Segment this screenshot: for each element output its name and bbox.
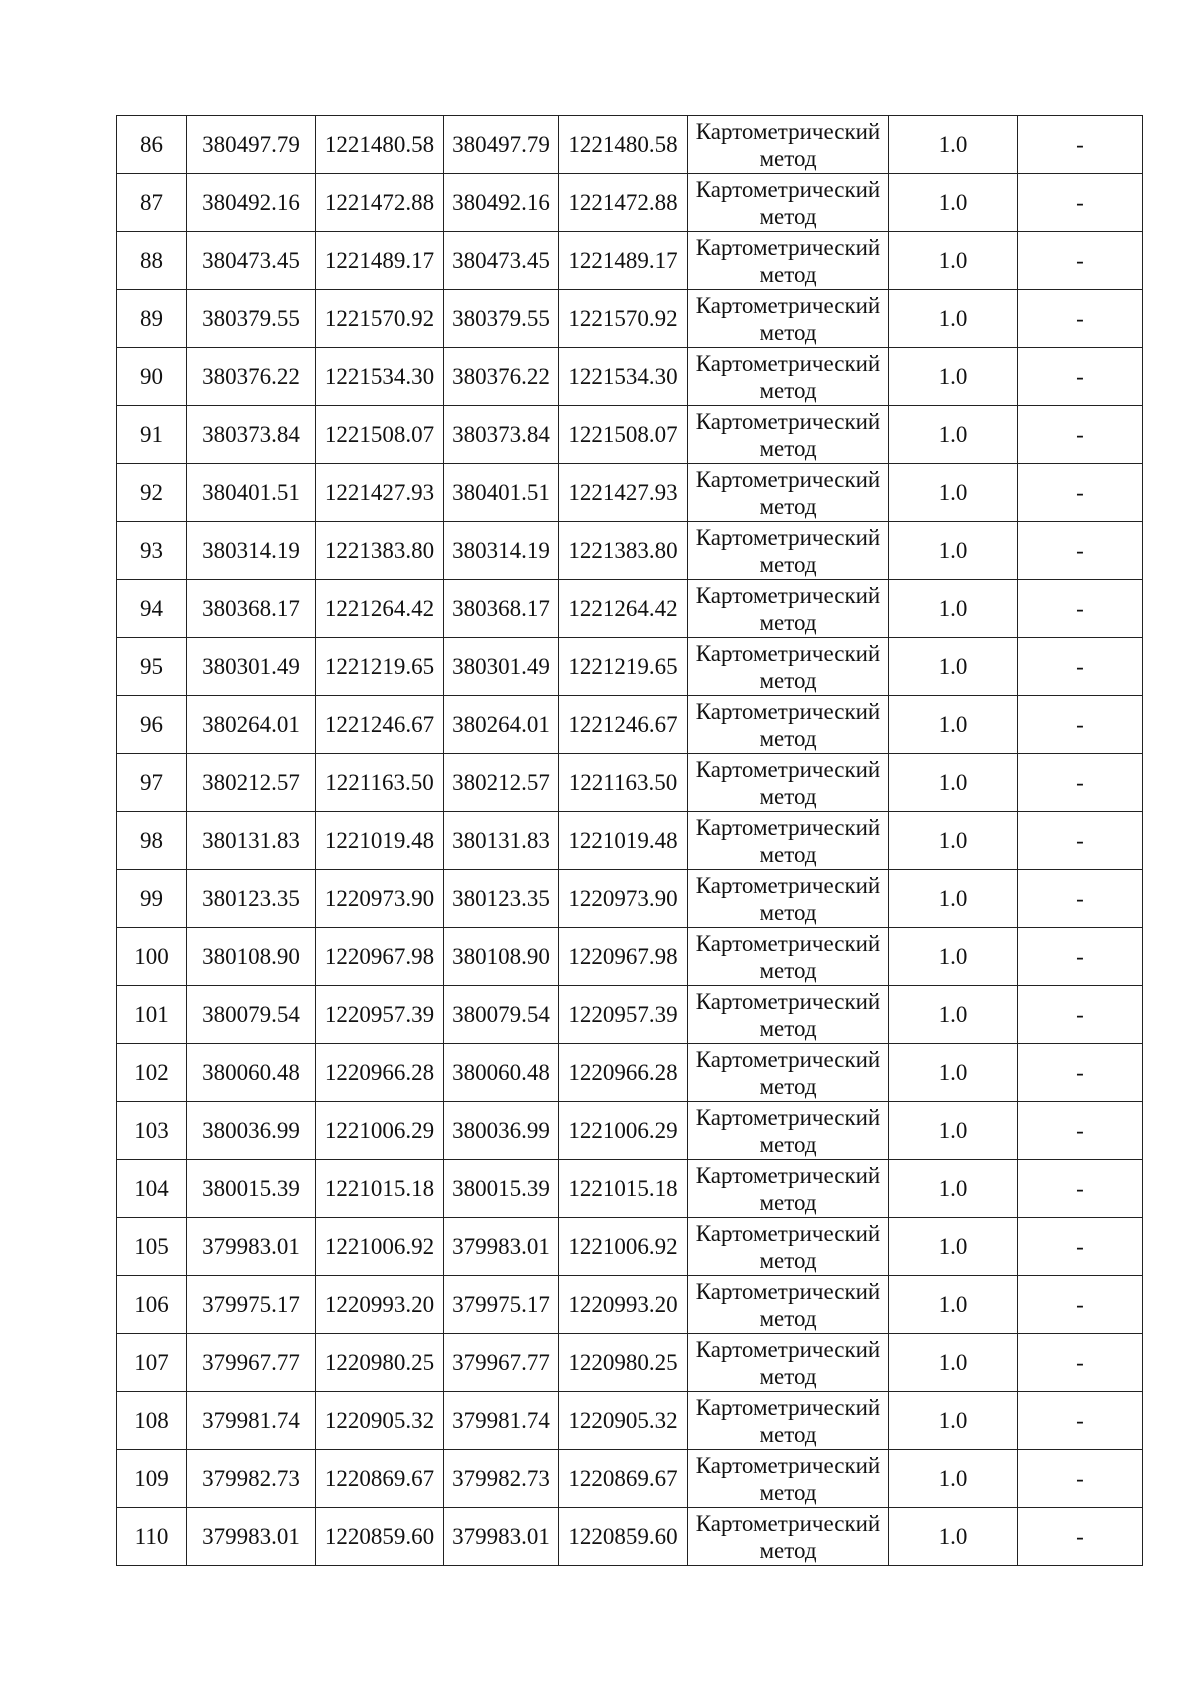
coordinates-table: [116, 115, 1143, 1566]
method-line2: метод: [759, 1305, 817, 1331]
y-existing-cell: 1220993.20: [316, 1276, 444, 1334]
method-line1: Картометрический: [695, 698, 881, 724]
method-cell: [688, 696, 889, 754]
x-existing-cell: 380497.79: [187, 116, 316, 174]
x-existing-cell: 380060.48: [187, 1044, 316, 1102]
y-existing-cell: 1221246.67: [316, 696, 444, 754]
y-specified-cell: 1221508.07: [559, 406, 688, 464]
method-cell: [688, 1102, 889, 1160]
y-specified-cell: 1220905.32: [559, 1392, 688, 1450]
method-cell: [688, 812, 889, 870]
y-specified-cell: 1220973.90: [559, 870, 688, 928]
point-number-cell: 110: [117, 1508, 187, 1566]
x-existing-cell: 380379.55: [187, 290, 316, 348]
note-cell: -: [1018, 116, 1143, 174]
method-line1: Картометрический: [695, 118, 881, 144]
table-row: [117, 1508, 1143, 1566]
method-line1: Картометрический: [695, 988, 881, 1014]
table-row: [117, 638, 1143, 696]
table-row: [117, 406, 1143, 464]
y-specified-cell: 1220859.60: [559, 1508, 688, 1566]
point-number-cell: 109: [117, 1450, 187, 1508]
accuracy-cell: 1.0: [889, 754, 1018, 812]
accuracy-cell: 1.0: [889, 696, 1018, 754]
y-specified-cell: 1221006.29: [559, 1102, 688, 1160]
method-line2: метод: [759, 261, 817, 287]
y-specified-cell: 1220957.39: [559, 986, 688, 1044]
y-specified-cell: 1221472.88: [559, 174, 688, 232]
point-number-cell: 91: [117, 406, 187, 464]
method-cell: [688, 638, 889, 696]
y-existing-cell: 1220973.90: [316, 870, 444, 928]
note-cell: -: [1018, 348, 1143, 406]
accuracy-cell: 1.0: [889, 1044, 1018, 1102]
x-specified-cell: 380131.83: [444, 812, 559, 870]
accuracy-cell: 1.0: [889, 1160, 1018, 1218]
accuracy-cell: 1.0: [889, 1102, 1018, 1160]
table-row: [117, 1334, 1143, 1392]
y-existing-cell: 1221570.92: [316, 290, 444, 348]
method-line1: Картометрический: [695, 872, 881, 898]
note-cell: -: [1018, 1160, 1143, 1218]
note-cell: -: [1018, 1044, 1143, 1102]
x-specified-cell: 380264.01: [444, 696, 559, 754]
method-cell: [688, 348, 889, 406]
y-existing-cell: 1220859.60: [316, 1508, 444, 1566]
x-specified-cell: 379981.74: [444, 1392, 559, 1450]
accuracy-cell: 1.0: [889, 406, 1018, 464]
method-cell: [688, 1450, 889, 1508]
table-row: [117, 1044, 1143, 1102]
note-cell: -: [1018, 1334, 1143, 1392]
method-line2: метод: [759, 319, 817, 345]
x-existing-cell: 380108.90: [187, 928, 316, 986]
x-specified-cell: 380497.79: [444, 116, 559, 174]
y-specified-cell: 1221163.50: [559, 754, 688, 812]
y-specified-cell: 1220869.67: [559, 1450, 688, 1508]
method-line2: метод: [759, 377, 817, 403]
note-cell: -: [1018, 812, 1143, 870]
table-row: [117, 870, 1143, 928]
point-number-cell: 103: [117, 1102, 187, 1160]
point-number-cell: 90: [117, 348, 187, 406]
x-specified-cell: 380379.55: [444, 290, 559, 348]
x-existing-cell: 380264.01: [187, 696, 316, 754]
note-cell: -: [1018, 1276, 1143, 1334]
y-existing-cell: 1221006.29: [316, 1102, 444, 1160]
accuracy-cell: 1.0: [889, 1276, 1018, 1334]
y-specified-cell: 1221489.17: [559, 232, 688, 290]
y-existing-cell: 1220869.67: [316, 1450, 444, 1508]
method-line2: метод: [759, 1015, 817, 1041]
x-existing-cell: 379975.17: [187, 1276, 316, 1334]
x-specified-cell: 380368.17: [444, 580, 559, 638]
method-cell: [688, 522, 889, 580]
method-line2: метод: [759, 1537, 817, 1563]
accuracy-cell: 1.0: [889, 174, 1018, 232]
point-number-cell: 86: [117, 116, 187, 174]
method-cell: [688, 1334, 889, 1392]
table-row: [117, 1218, 1143, 1276]
y-existing-cell: 1221489.17: [316, 232, 444, 290]
note-cell: -: [1018, 1508, 1143, 1566]
x-existing-cell: 379983.01: [187, 1218, 316, 1276]
accuracy-cell: 1.0: [889, 1218, 1018, 1276]
accuracy-cell: 1.0: [889, 1392, 1018, 1450]
method-cell: [688, 928, 889, 986]
y-existing-cell: 1221219.65: [316, 638, 444, 696]
method-line1: Картометрический: [695, 1452, 881, 1478]
method-cell: [688, 754, 889, 812]
x-existing-cell: 380212.57: [187, 754, 316, 812]
table-row: [117, 1450, 1143, 1508]
accuracy-cell: 1.0: [889, 348, 1018, 406]
method-line2: метод: [759, 1247, 817, 1273]
note-cell: -: [1018, 464, 1143, 522]
x-specified-cell: 380212.57: [444, 754, 559, 812]
x-specified-cell: 379983.01: [444, 1508, 559, 1566]
table-row: [117, 696, 1143, 754]
x-existing-cell: 379983.01: [187, 1508, 316, 1566]
point-number-cell: 87: [117, 174, 187, 232]
x-existing-cell: 379981.74: [187, 1392, 316, 1450]
note-cell: -: [1018, 1392, 1143, 1450]
table-row: [117, 1276, 1143, 1334]
note-cell: -: [1018, 1102, 1143, 1160]
method-cell: [688, 232, 889, 290]
method-cell: [688, 1276, 889, 1334]
point-number-cell: 101: [117, 986, 187, 1044]
method-line1: Картометрический: [695, 640, 881, 666]
method-line1: Картометрический: [695, 176, 881, 202]
method-line1: Картометрический: [695, 408, 881, 434]
point-number-cell: 108: [117, 1392, 187, 1450]
x-specified-cell: 379967.77: [444, 1334, 559, 1392]
x-specified-cell: 380473.45: [444, 232, 559, 290]
point-number-cell: 89: [117, 290, 187, 348]
y-existing-cell: 1220980.25: [316, 1334, 444, 1392]
x-existing-cell: 380473.45: [187, 232, 316, 290]
x-specified-cell: 380060.48: [444, 1044, 559, 1102]
y-specified-cell: 1220980.25: [559, 1334, 688, 1392]
method-line1: Картометрический: [695, 582, 881, 608]
table-row: [117, 174, 1143, 232]
x-specified-cell: 380108.90: [444, 928, 559, 986]
accuracy-cell: 1.0: [889, 812, 1018, 870]
method-line2: метод: [759, 899, 817, 925]
table-row: [117, 522, 1143, 580]
x-specified-cell: 380123.35: [444, 870, 559, 928]
x-specified-cell: 379983.01: [444, 1218, 559, 1276]
method-cell: [688, 1508, 889, 1566]
y-existing-cell: 1221019.48: [316, 812, 444, 870]
method-line2: метод: [759, 1363, 817, 1389]
x-existing-cell: 380301.49: [187, 638, 316, 696]
point-number-cell: 105: [117, 1218, 187, 1276]
y-specified-cell: 1221019.48: [559, 812, 688, 870]
y-specified-cell: 1221383.80: [559, 522, 688, 580]
x-specified-cell: 380376.22: [444, 348, 559, 406]
y-specified-cell: 1221264.42: [559, 580, 688, 638]
point-number-cell: 102: [117, 1044, 187, 1102]
table-row: [117, 464, 1143, 522]
method-cell: [688, 1160, 889, 1218]
note-cell: -: [1018, 1218, 1143, 1276]
x-specified-cell: 380401.51: [444, 464, 559, 522]
method-line2: метод: [759, 667, 817, 693]
note-cell: -: [1018, 696, 1143, 754]
method-cell: [688, 116, 889, 174]
table-row: [117, 928, 1143, 986]
y-existing-cell: 1221480.58: [316, 116, 444, 174]
y-existing-cell: 1221015.18: [316, 1160, 444, 1218]
accuracy-cell: 1.0: [889, 986, 1018, 1044]
accuracy-cell: 1.0: [889, 290, 1018, 348]
note-cell: -: [1018, 290, 1143, 348]
x-existing-cell: 379967.77: [187, 1334, 316, 1392]
method-cell: [688, 406, 889, 464]
method-line2: метод: [759, 841, 817, 867]
table-row: [117, 290, 1143, 348]
method-line1: Картометрический: [695, 1278, 881, 1304]
y-specified-cell: 1221480.58: [559, 116, 688, 174]
y-existing-cell: 1221508.07: [316, 406, 444, 464]
x-specified-cell: 380492.16: [444, 174, 559, 232]
method-line2: метод: [759, 145, 817, 171]
method-line2: метод: [759, 1131, 817, 1157]
x-specified-cell: 380301.49: [444, 638, 559, 696]
point-number-cell: 107: [117, 1334, 187, 1392]
x-existing-cell: 380015.39: [187, 1160, 316, 1218]
y-existing-cell: 1221006.92: [316, 1218, 444, 1276]
point-number-cell: 95: [117, 638, 187, 696]
accuracy-cell: 1.0: [889, 580, 1018, 638]
y-existing-cell: 1220905.32: [316, 1392, 444, 1450]
note-cell: -: [1018, 174, 1143, 232]
x-specified-cell: 380079.54: [444, 986, 559, 1044]
accuracy-cell: 1.0: [889, 522, 1018, 580]
y-specified-cell: 1221534.30: [559, 348, 688, 406]
y-specified-cell: 1221427.93: [559, 464, 688, 522]
x-specified-cell: 380314.19: [444, 522, 559, 580]
method-line1: Картометрический: [695, 1104, 881, 1130]
x-specified-cell: 380373.84: [444, 406, 559, 464]
x-existing-cell: 380401.51: [187, 464, 316, 522]
table-row: [117, 116, 1143, 174]
accuracy-cell: 1.0: [889, 1450, 1018, 1508]
method-line1: Картометрический: [695, 1162, 881, 1188]
y-specified-cell: 1221219.65: [559, 638, 688, 696]
accuracy-cell: 1.0: [889, 928, 1018, 986]
method-cell: [688, 464, 889, 522]
x-existing-cell: 380373.84: [187, 406, 316, 464]
y-existing-cell: 1221472.88: [316, 174, 444, 232]
method-cell: [688, 1392, 889, 1450]
point-number-cell: 96: [117, 696, 187, 754]
y-existing-cell: 1220957.39: [316, 986, 444, 1044]
method-line2: метод: [759, 609, 817, 635]
point-number-cell: 98: [117, 812, 187, 870]
y-specified-cell: 1221570.92: [559, 290, 688, 348]
point-number-cell: 92: [117, 464, 187, 522]
y-existing-cell: 1221534.30: [316, 348, 444, 406]
y-specified-cell: 1221015.18: [559, 1160, 688, 1218]
point-number-cell: 104: [117, 1160, 187, 1218]
x-existing-cell: 380368.17: [187, 580, 316, 638]
x-existing-cell: 380123.35: [187, 870, 316, 928]
point-number-cell: 100: [117, 928, 187, 986]
accuracy-cell: 1.0: [889, 1334, 1018, 1392]
method-line1: Картометрический: [695, 234, 881, 260]
method-line2: метод: [759, 435, 817, 461]
accuracy-cell: 1.0: [889, 870, 1018, 928]
y-existing-cell: 1221427.93: [316, 464, 444, 522]
method-line2: метод: [759, 1421, 817, 1447]
y-specified-cell: 1220967.98: [559, 928, 688, 986]
method-line2: метод: [759, 783, 817, 809]
table-row: [117, 1392, 1143, 1450]
note-cell: -: [1018, 638, 1143, 696]
note-cell: -: [1018, 754, 1143, 812]
note-cell: -: [1018, 406, 1143, 464]
table-row: [117, 232, 1143, 290]
x-existing-cell: 379982.73: [187, 1450, 316, 1508]
method-cell: [688, 1218, 889, 1276]
method-line1: Картометрический: [695, 292, 881, 318]
method-cell: [688, 290, 889, 348]
method-line1: Картометрический: [695, 814, 881, 840]
accuracy-cell: 1.0: [889, 464, 1018, 522]
note-cell: -: [1018, 928, 1143, 986]
table-row: [117, 812, 1143, 870]
x-existing-cell: 380376.22: [187, 348, 316, 406]
method-cell: [688, 986, 889, 1044]
method-line2: метод: [759, 551, 817, 577]
method-cell: [688, 870, 889, 928]
table-row: [117, 1102, 1143, 1160]
note-cell: -: [1018, 232, 1143, 290]
method-line1: Картометрический: [695, 1336, 881, 1362]
method-line1: Картометрический: [695, 756, 881, 782]
y-existing-cell: 1221383.80: [316, 522, 444, 580]
x-existing-cell: 380492.16: [187, 174, 316, 232]
method-cell: [688, 580, 889, 638]
accuracy-cell: 1.0: [889, 1508, 1018, 1566]
y-specified-cell: 1221246.67: [559, 696, 688, 754]
method-line1: Картометрический: [695, 1046, 881, 1072]
method-line2: метод: [759, 1479, 817, 1505]
y-specified-cell: 1221006.92: [559, 1218, 688, 1276]
accuracy-cell: 1.0: [889, 116, 1018, 174]
table-row: [117, 348, 1143, 406]
method-line2: метод: [759, 725, 817, 751]
note-cell: -: [1018, 986, 1143, 1044]
method-line2: метод: [759, 1073, 817, 1099]
point-number-cell: 99: [117, 870, 187, 928]
note-cell: -: [1018, 1450, 1143, 1508]
method-line2: метод: [759, 493, 817, 519]
note-cell: -: [1018, 580, 1143, 638]
method-line1: Картометрический: [695, 524, 881, 550]
table-body: [117, 116, 1143, 1566]
method-line2: метод: [759, 203, 817, 229]
note-cell: -: [1018, 870, 1143, 928]
y-existing-cell: 1221264.42: [316, 580, 444, 638]
x-existing-cell: 380079.54: [187, 986, 316, 1044]
y-existing-cell: 1221163.50: [316, 754, 444, 812]
method-line1: Картометрический: [695, 350, 881, 376]
x-specified-cell: 379982.73: [444, 1450, 559, 1508]
point-number-cell: 106: [117, 1276, 187, 1334]
point-number-cell: 94: [117, 580, 187, 638]
method-cell: [688, 174, 889, 232]
point-number-cell: 97: [117, 754, 187, 812]
table-row: [117, 754, 1143, 812]
method-line1: Картометрический: [695, 1220, 881, 1246]
x-existing-cell: 380036.99: [187, 1102, 316, 1160]
y-specified-cell: 1220966.28: [559, 1044, 688, 1102]
x-specified-cell: 380015.39: [444, 1160, 559, 1218]
accuracy-cell: 1.0: [889, 638, 1018, 696]
x-existing-cell: 380131.83: [187, 812, 316, 870]
method-line1: Картометрический: [695, 466, 881, 492]
note-cell: -: [1018, 522, 1143, 580]
x-specified-cell: 380036.99: [444, 1102, 559, 1160]
table-row: [117, 1160, 1143, 1218]
x-specified-cell: 379975.17: [444, 1276, 559, 1334]
y-existing-cell: 1220967.98: [316, 928, 444, 986]
table-row: [117, 580, 1143, 638]
method-line1: Картометрический: [695, 1510, 881, 1536]
method-line2: метод: [759, 1189, 817, 1215]
y-specified-cell: 1220993.20: [559, 1276, 688, 1334]
method-cell: [688, 1044, 889, 1102]
point-number-cell: 93: [117, 522, 187, 580]
method-line2: метод: [759, 957, 817, 983]
x-existing-cell: 380314.19: [187, 522, 316, 580]
method-line1: Картометрический: [695, 1394, 881, 1420]
accuracy-cell: 1.0: [889, 232, 1018, 290]
method-line1: Картометрический: [695, 930, 881, 956]
point-number-cell: 88: [117, 232, 187, 290]
table-row: [117, 986, 1143, 1044]
y-existing-cell: 1220966.28: [316, 1044, 444, 1102]
